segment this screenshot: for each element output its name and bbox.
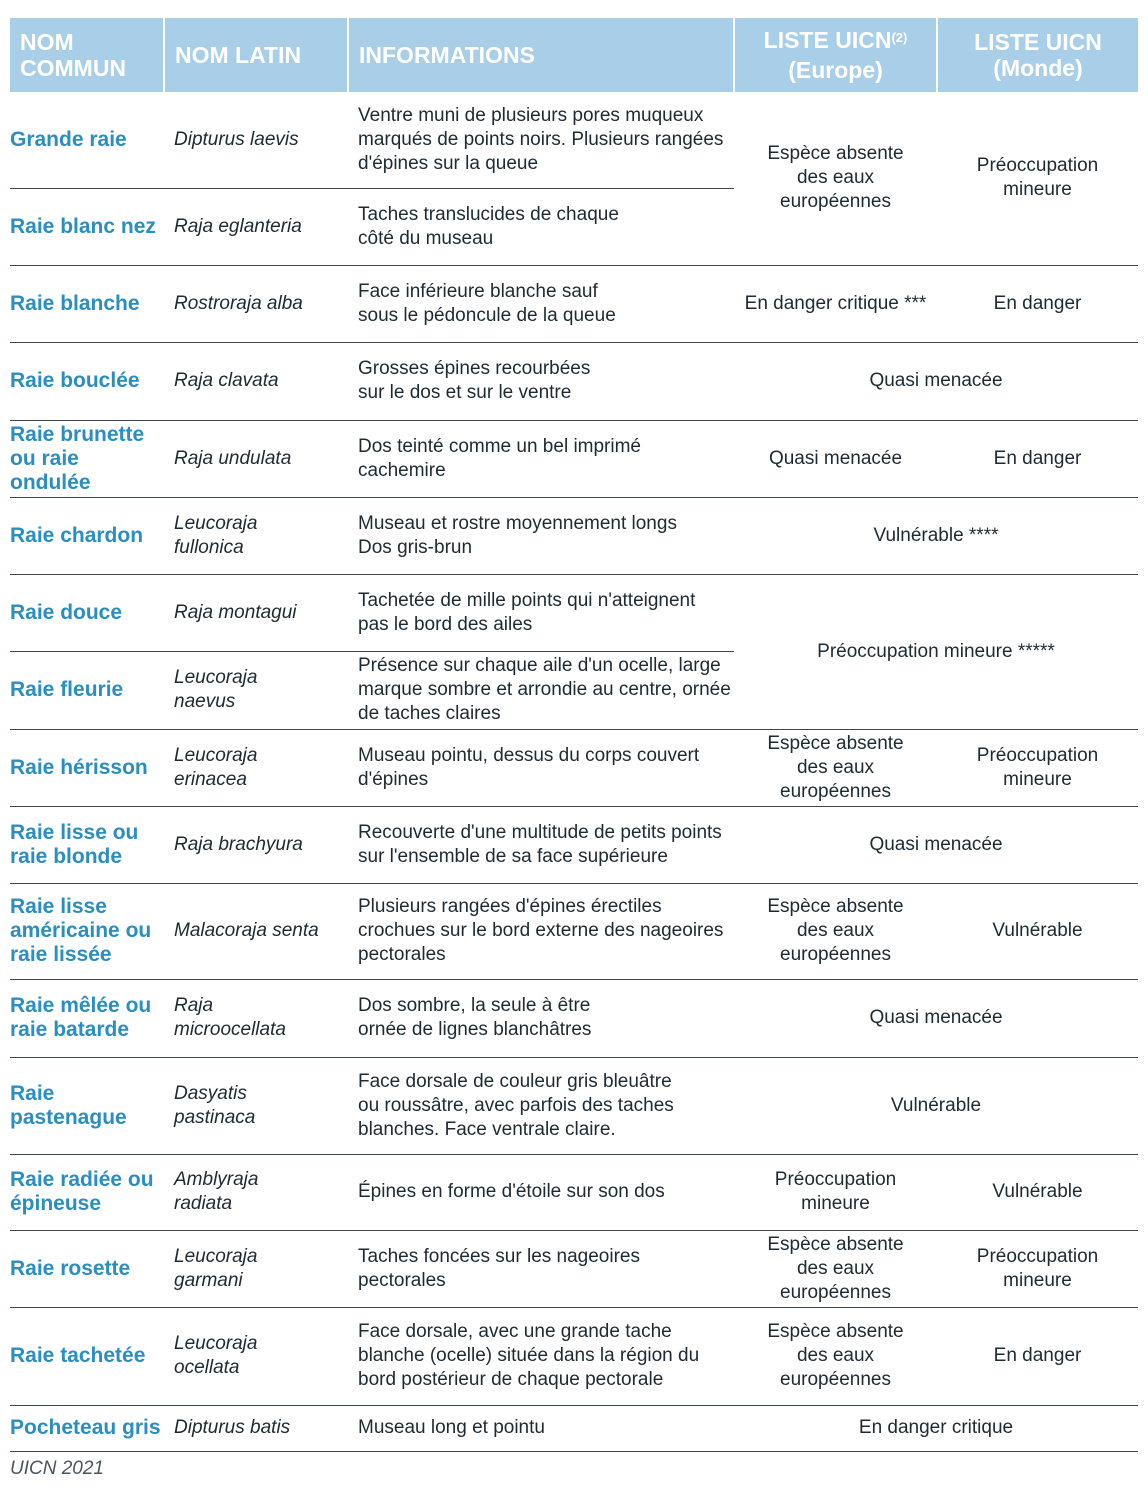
common-name: Grande raie <box>10 92 164 188</box>
iucn-europe-status: Espèce absente des eaux européennes <box>734 1230 937 1307</box>
common-name: Raie pastenague <box>10 1057 164 1154</box>
species-info: Museau et rostre moyennement longs Dos gris-brun <box>348 497 734 574</box>
latin-name: Raja eglanteria <box>164 188 348 265</box>
common-name: Raie radiée ou épineuse <box>10 1154 164 1230</box>
table-row <box>10 1405 1138 1451</box>
iucn-europe-status: Préoccupation mineure <box>734 1154 937 1230</box>
common-name: Raie blanche <box>10 265 164 342</box>
table-row <box>10 92 1138 188</box>
header-iucn-europe-line2: (Europe) <box>788 57 883 83</box>
header-iucn-europe-line1: LISTE UICN <box>763 27 892 53</box>
species-info: Taches translucides de chaque côté du museau <box>348 188 734 265</box>
latin-name: Leucoraja garmani <box>164 1230 348 1307</box>
latin-name: Raja microocellata <box>164 979 348 1057</box>
table-row <box>10 883 1138 979</box>
latin-name: Leucoraja fullonica <box>164 497 348 574</box>
table-row <box>10 1307 1138 1405</box>
species-info: Plusieurs rangées d'épines érectiles crochues sur le bord externe des nageoires pectorales <box>348 883 734 979</box>
header-note-ref: (2) <box>891 30 908 45</box>
common-name: Raie lisse américaine ou raie lissée <box>10 883 164 979</box>
iucn-status-both: Quasi menacée <box>734 979 1138 1057</box>
common-name: Raie chardon <box>10 497 164 574</box>
table-row <box>10 497 1138 574</box>
common-name: Raie hérisson <box>10 729 164 806</box>
source-note: UICN 2021 <box>10 1458 104 1479</box>
header-iucn-world-line2: (Monde) <box>993 55 1083 81</box>
species-info: Tachetée de mille points qui n'atteignent pas le bord des ailes <box>348 574 734 651</box>
iucn-world-status: En danger <box>937 1307 1138 1405</box>
common-name: Pocheteau gris <box>10 1405 164 1451</box>
iucn-status-both: Vulnérable **** <box>734 497 1138 574</box>
species-table <box>10 18 1138 1452</box>
species-info: Taches foncées sur les nageoires pectorales <box>348 1230 734 1307</box>
species-info: Dos sombre, la seule à être ornée de lignes blanchâtres <box>348 979 734 1057</box>
header-common-name: NOM COMMUN <box>10 18 164 92</box>
table-row <box>10 729 1138 806</box>
table-row <box>10 979 1138 1057</box>
latin-name: Leucoraja naevus <box>164 651 348 729</box>
common-name: Raie tachetée <box>10 1307 164 1405</box>
latin-name: Dipturus laevis <box>164 92 348 188</box>
iucn-europe-status: Espèce absente des eaux européennes <box>734 883 937 979</box>
iucn-europe-status: Espèce absente des eaux européennes <box>734 729 937 806</box>
latin-name: Amblyraja radiata <box>164 1154 348 1230</box>
latin-name: Raja brachyura <box>164 806 348 883</box>
table-row <box>10 574 1138 651</box>
iucn-europe-status: Espèce absente des eaux européennes <box>734 92 937 265</box>
iucn-status-both: En danger critique <box>734 1405 1138 1451</box>
common-name: Raie rosette <box>10 1230 164 1307</box>
species-info: Grosses épines recourbées sur le dos et sur le ventre <box>348 342 734 420</box>
iucn-status-both: Préoccupation mineure ***** <box>734 574 1138 729</box>
table-row <box>10 1230 1138 1307</box>
header-information: INFORMATIONS <box>348 18 734 92</box>
species-info: Ventre muni de plusieurs pores muqueux marqués de points noirs. Plusieurs rangées d'épines sur la queue <box>348 92 734 188</box>
iucn-status-both: Quasi menacée <box>734 342 1138 420</box>
header-iucn-world-line1: LISTE UICN <box>974 29 1102 55</box>
iucn-world-status: Préoccupation mineure <box>937 92 1138 265</box>
latin-name: Leucoraja erinacea <box>164 729 348 806</box>
table-row <box>10 420 1138 497</box>
species-info: Dos teinté comme un bel imprimé cachemire <box>348 420 734 497</box>
species-info: Face dorsale de couleur gris bleuâtre ou roussâtre, avec parfois des taches blanches. Face ventrale claire. <box>348 1057 734 1154</box>
latin-name: Leucoraja ocellata <box>164 1307 348 1405</box>
iucn-world-status: En danger <box>937 265 1138 342</box>
species-info: Recouverte d'une multitude de petits points sur l'ensemble de sa face supérieure <box>348 806 734 883</box>
table-row <box>10 342 1138 420</box>
common-name: Raie lisse ou raie blonde <box>10 806 164 883</box>
iucn-europe-status: Quasi menacée <box>734 420 937 497</box>
common-name: Raie fleurie <box>10 651 164 729</box>
table-row <box>10 1154 1138 1230</box>
iucn-world-status: Vulnérable <box>937 1154 1138 1230</box>
latin-name: Raja undulata <box>164 420 348 497</box>
species-info: Museau long et pointu <box>348 1405 734 1451</box>
iucn-status-both: Quasi menacée <box>734 806 1138 883</box>
table-row <box>10 265 1138 342</box>
common-name: Raie mêlée ou raie batarde <box>10 979 164 1057</box>
latin-name: Raja montagui <box>164 574 348 651</box>
header-latin-name: NOM LATIN <box>164 18 348 92</box>
iucn-world-status: En danger <box>937 420 1138 497</box>
common-name: Raie bouclée <box>10 342 164 420</box>
iucn-world-status: Vulnérable <box>937 883 1138 979</box>
table-row <box>10 1057 1138 1154</box>
species-info: Museau pointu, dessus du corps couvert d'épines <box>348 729 734 806</box>
species-table-container <box>10 18 1138 1452</box>
species-info: Face inférieure blanche sauf sous le pédoncule de la queue <box>348 265 734 342</box>
species-info: Épines en forme d'étoile sur son dos <box>348 1154 734 1230</box>
common-name: Raie brunette ou raie ondulée <box>10 420 164 497</box>
iucn-world-status: Préoccupation mineure <box>937 729 1138 806</box>
iucn-europe-status: Espèce absente des eaux européennes <box>734 1307 937 1405</box>
species-info: Présence sur chaque aile d'un ocelle, large marque sombre et arrondie au centre, ornée de taches claires <box>348 651 734 729</box>
latin-name: Malacoraja senta <box>164 883 348 979</box>
latin-name: Dasyatis pastinaca <box>164 1057 348 1154</box>
header-iucn-world <box>937 18 1138 92</box>
latin-name: Rostroraja alba <box>164 265 348 342</box>
iucn-europe-status: En danger critique *** <box>734 265 937 342</box>
table-row <box>10 806 1138 883</box>
table-header-row <box>10 18 1138 92</box>
species-info: Face dorsale, avec une grande tache blanche (ocelle) située dans la région du bord postérieur de chaque pectorale <box>348 1307 734 1405</box>
latin-name: Raja clavata <box>164 342 348 420</box>
common-name: Raie douce <box>10 574 164 651</box>
header-iucn-europe <box>734 18 937 92</box>
latin-name: Dipturus batis <box>164 1405 348 1451</box>
iucn-status-both: Vulnérable <box>734 1057 1138 1154</box>
common-name: Raie blanc nez <box>10 188 164 265</box>
iucn-world-status: Préoccupation mineure <box>937 1230 1138 1307</box>
